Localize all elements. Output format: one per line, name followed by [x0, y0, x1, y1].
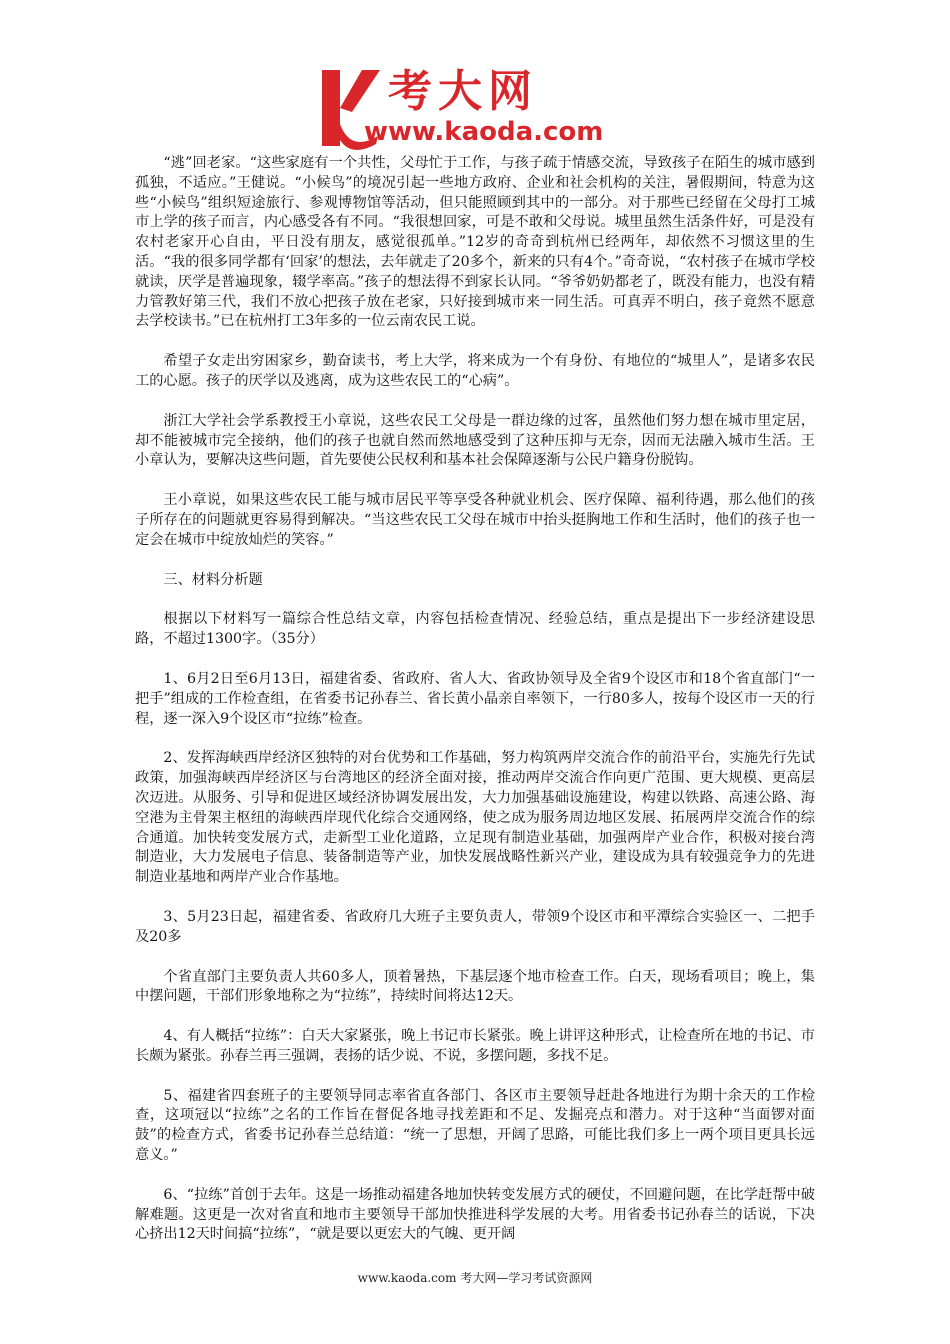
- document-body: [135, 154, 815, 1265]
- paragraph: 5、福建省四套班子的主要领导同志率省直各部门、各区市主要领导赶赴各地进行为期十余天的工作检查，这项冠以“拉练”之名的工作旨在督促各地寻找差距和不足、发掘亮点和潜力。对于这种“当面锣对面鼓”的检查方式，省委书记孙春兰总结道：“统一了思想，开阔了思路，可能比我们多上一两个项目更具长远意义。”: [135, 1087, 815, 1164]
- site-logo: [318, 66, 648, 152]
- section-heading: 三、材料分析题: [163, 571, 263, 588]
- paragraph: 根据以下材料写一篇综合性总结文章，内容包括检查情况、经验总结，重点是提出下一步经济建设思路，不超过1300字。（35分）: [135, 611, 815, 648]
- paragraph: 浙江大学社会学系教授王小章说，这些农民工父母是一群边缘的过客，虽然他们努力想在城市里定居，却不能被城市完全接纳，他们的孩子也就自然而然地感受到了这种压抑与无奈，因而无法融入城市生活。王小章认为，要解决这些问题，首先要使公民权利和基本社会保障逐渐与公民户籍身份脱钩。: [135, 412, 815, 469]
- paragraph: 王小章说，如果这些农民工能与城市居民平等享受各种就业机会、医疗保障、福利待遇，那么他们的孩子所存在的问题就更容易得到解决。“当这些农民工父母在城市中抬头挺胸地工作和生活时，他们的孩子也一定会在城市中绽放灿烂的笑容。”: [135, 492, 815, 548]
- logo-url: www.kaoda.com: [364, 117, 604, 147]
- page-footer: www.kaoda.com 考大网—学习考试资源网: [357, 1271, 593, 1285]
- paragraph: 个省直部门主要负责人共60多人，顶着暑热，下基层逐个地市检查工作。白天，现场看项目；晚上，集中摆问题，干部们形象地称之为“拉练”，持续时间将达12天。: [135, 968, 815, 1005]
- paragraph: 6、“拉练”首创于去年。这是一场推动福建各地加快转变发展方式的硬仗，不回避问题，在比学赶帮中破解难题。这更是一次对省直和地市主要领导干部加快推进科学发展的大考。用省委书记孙春兰的话说，下决心挤出12天时间搞“拉练”，“就是要以更宏大的气魄、更开阔: [135, 1186, 815, 1243]
- paragraph: 4、有人概括“拉练”：白天大家紧张，晚上书记市长紧张。晚上讲评这种形式，让检查所在地的书记、市长颇为紧张。孙春兰再三强调，表扬的话少说、不说，多摆问题，多找不足。: [135, 1028, 815, 1064]
- paragraph: 2、发挥海峡西岸经济区独特的对台优势和工作基础，努力构筑两岸交流合作的前沿平台，实施先行先试政策，加强海峡西岸经济区与台湾地区的经济全面对接，推动两岸交流合作向更广范围、更大规模、更高层次迈进。从服务、引导和促进区域经济协调发展出发，大力加强基础设施建设，构建以铁路、高速公路、海空港为主骨架主枢纽的海峡西岸现代化综合交通网络，使之成为服务周边地区发展、拓展两岸交流合作的综合通道。加快转变发展方式，走新型工业化道路，立足现有制造业基础，加强两岸产业合作，积极对接台湾制造业，大力发展电子信息、装备制造等产业，加快发展战略性新兴产业，建设成为具有较强竞争力的先进制造业基地和两岸产业合作基地。: [135, 750, 815, 886]
- paragraph: “逃”回老家。“这些家庭有一个共性，父母忙于工作，与孩子疏于情感交流，导致孩子在陌生的城市感到孤独，不适应。”王健说。“小候鸟”的境况引起一些地方政府、企业和社会机构的关注，暑假期间，特意为这些“小候鸟”组织短途旅行、参观博物馆等活动，但只能照顾到其中的一部分。对于那些已经留在父母打工城市上学的孩子而言，内心感受各有不同。“我很想回家，可是不敢和父母说。城里虽然生活条件好，可是没有农村老家开心自由，平日没有朋友，感觉很孤单。”12岁的奇奇到杭州已经两年，却依然不习惯这里的生活。“我的很多同学都有‘回家’的想法，去年就走了20多个，新来的只有4个。”奇奇说，“农村孩子在城市学校就读，厌学是普遍现象，辍学率高。”孩子的想法得不到家长认同。“爷爷奶奶都老了，既没有能力，也没有精力管教好第三代，我们不放心把孩子放在老家，只好接到城市来一同生活。可真弄不明白，孩子竟然不愿意去学校读书。”已在杭州打工3年多的一位云南农民工说。: [135, 155, 815, 330]
- paragraph: 希望子女走出穷困家乡，勤奋读书，考上大学，将来成为一个有身份、有地位的“城里人”，是诸多农民工的心愿。孩子的厌学以及逃离，成为这些农民工的“心病”。: [135, 353, 815, 389]
- paragraph: 3、5月23日起，福建省委、省政府几大班子主要负责人，带领9个设区市和平潭综合实验区一、二把手及20多: [135, 908, 815, 945]
- logo-title: 考大网: [388, 66, 538, 117]
- paragraph: 1、6月2日至6月13日，福建省委、省政府、省人大、省政协领导及全省9个设区市和18个省直部门“一把手”组成的工作检查组，在省委书记孙春兰、省长黄小晶亲自率领下，一行80多人，按每个设区市一天的行程，逐一深入9个设区市“拉练”检查。: [135, 670, 815, 727]
